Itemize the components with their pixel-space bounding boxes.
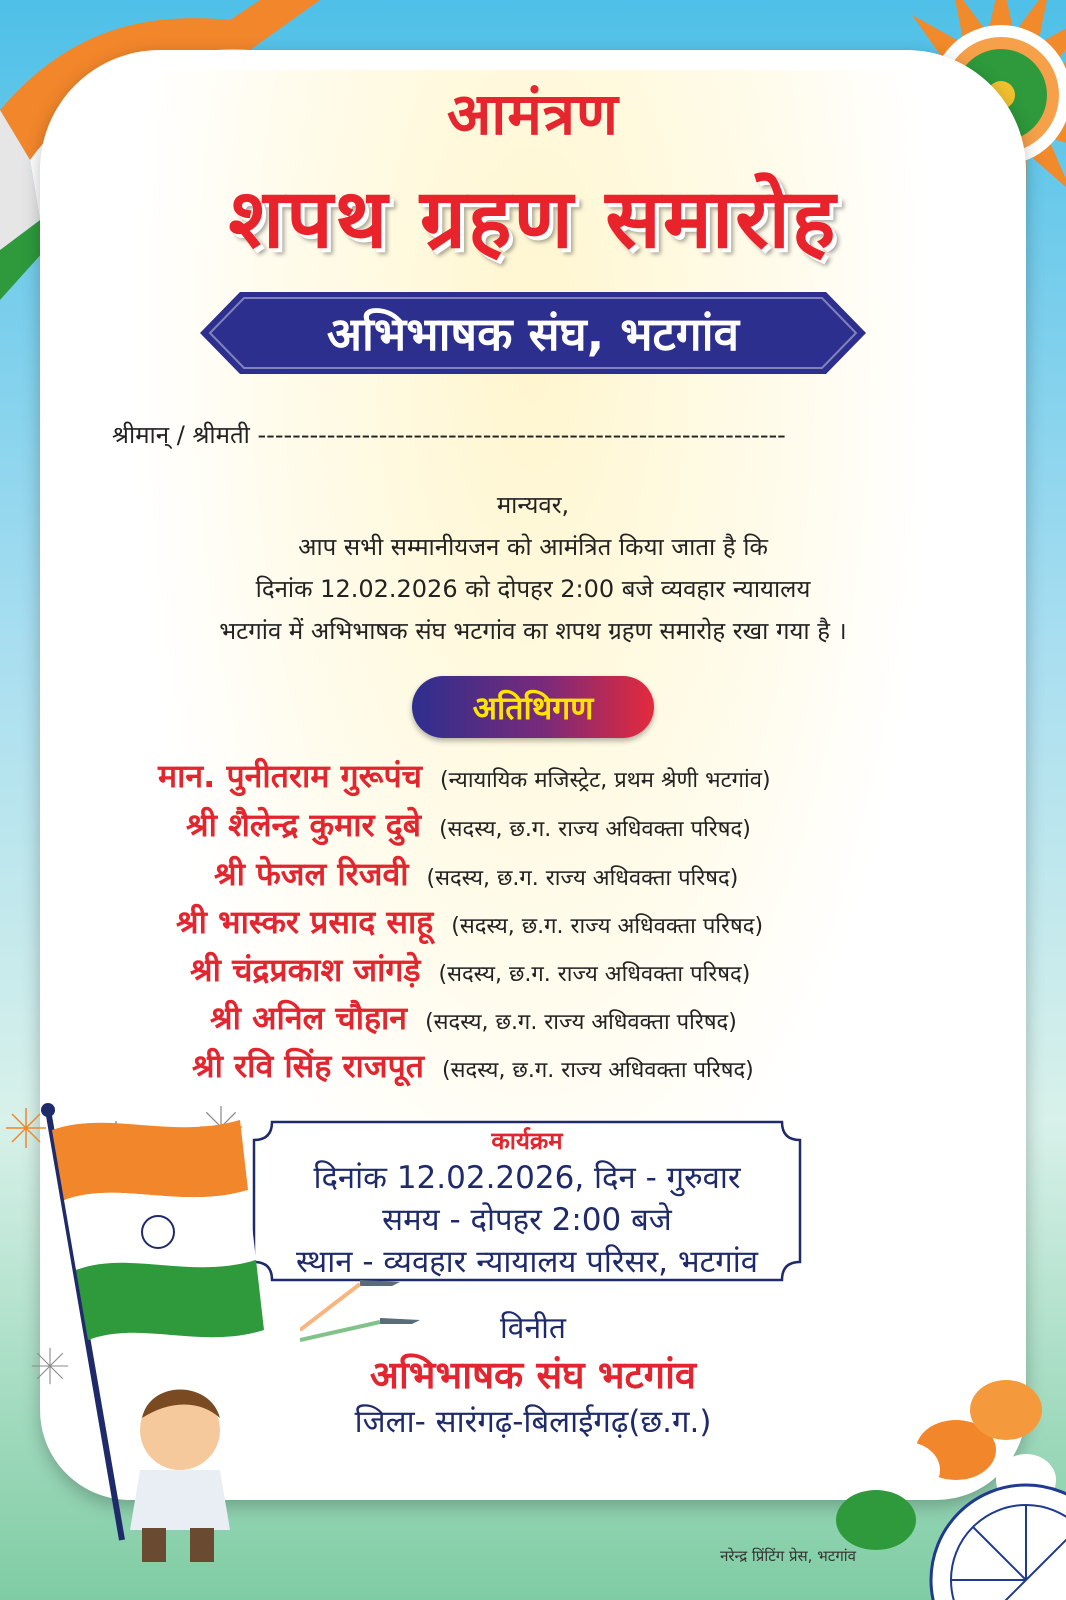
greeting: मान्यवर, — [496, 491, 570, 519]
guest-row — [158, 754, 771, 797]
program-place: स्थान - व्यवहार न्यायालय परिसर, भटगांव — [295, 1244, 759, 1280]
sign-off: विनीत — [500, 1311, 566, 1346]
guest-name: श्री रवि सिंह राजपूत — [192, 1047, 424, 1085]
guest-row — [192, 1044, 754, 1087]
program-date: दिनांक 12.02.2026, दिन - गुरुवार — [313, 1160, 741, 1196]
guest-role: (सदस्य, छ.ग. राज्य अधिवक्ता परिषद) — [441, 1058, 754, 1083]
guest-role: (सदस्य, छ.ग. राज्य अधिवक्ता परिषद) — [439, 817, 751, 842]
district-line: जिला- सारंगढ़-बिलाईगढ़(छ.ग.) — [354, 1404, 712, 1440]
invitation-label: आमंत्रण — [447, 80, 619, 148]
flowers-icon — [836, 1330, 1066, 1600]
organization-name: अभिभाषक संघ भटगांव — [369, 1352, 697, 1397]
guest-row — [214, 852, 738, 895]
guests-heading: अतिथिगण — [472, 689, 594, 727]
program-time: समय - दोपहर 2:00 बजे — [382, 1202, 672, 1238]
body-line-1: आप सभी सम्मानीयजन को आमंत्रित किया जाता है कि — [298, 533, 768, 561]
guest-name: मान. पुनीतराम गुरूपंच — [158, 757, 422, 795]
banner-subtitle: अभिभाषक संघ, भटगांव — [326, 307, 740, 361]
kid-with-flag-icon — [30, 1100, 290, 1570]
guest-name: श्री फेजल रिजवी — [214, 855, 409, 893]
guest-role: (सदस्य, छ.ग. राज्य अधिवक्ता परिषद) — [438, 962, 751, 987]
guest-row — [190, 948, 750, 991]
guest-role: (सदस्य, छ.ग. राज्य अधिवक्ता परिषद) — [451, 914, 764, 939]
guest-role: (न्यायायिक मजिस्ट्रेट, प्रथम श्रेणी भटगांव) — [439, 768, 771, 793]
body-line-2: दिनांक 12.02.2026 को दोपहर 2:00 बजे व्यवहार न्यायालय — [255, 575, 811, 603]
program-title: कार्यक्रम — [491, 1127, 563, 1155]
guest-name: श्री चंद्रप्रकाश जांगड़े — [190, 951, 421, 989]
guest-role: (सदस्य, छ.ग. राज्य अधिवक्ता परिषद) — [426, 866, 739, 891]
guest-row — [186, 803, 751, 846]
page-title: शपथ ग्रहण समारोह — [228, 172, 838, 267]
salutation-line: श्रीमान् / श्रीमती ------------------------------------------------------------- — [112, 421, 786, 449]
guest-name: श्री भास्कर प्रसाद साहू — [176, 903, 434, 941]
guest-row — [210, 996, 737, 1039]
body-line-3: भटगांव में अभिभाषक संघ भटगांव का शपथ ग्रहण समारोह रखा गया है । — [219, 617, 847, 645]
press-credit: नरेन्द्र प्रिंटिंग प्रेस, भटगांव — [720, 1547, 856, 1565]
guest-row — [176, 900, 763, 943]
guest-name: श्री अनिल चौहान — [210, 999, 408, 1037]
guest-name: श्री शैलेन्द्र कुमार दुबे — [186, 806, 422, 844]
guest-role: (सदस्य, छ.ग. राज्य अधिवक्ता परिषद) — [425, 1010, 737, 1035]
